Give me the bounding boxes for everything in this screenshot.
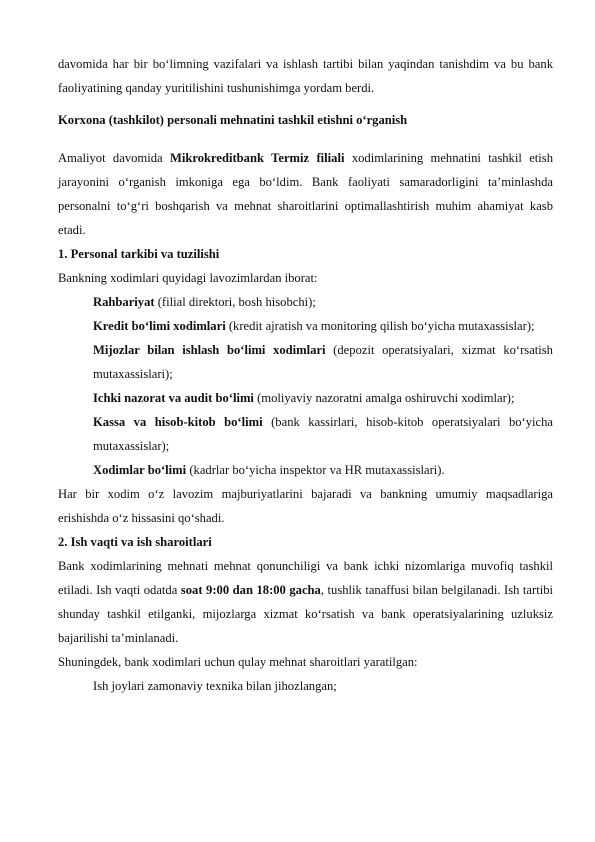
list-item-text: (kredit ajratish va monitoring qilish bo‘yicha mutaxassislar); — [225, 319, 535, 333]
branch-name: Mikrokreditbank Termiz filiali — [169, 151, 345, 165]
list-item-title: Kredit bo‘limi xodimlari — [93, 319, 226, 333]
list-item-text: (filial direktori, bosh hisobchi); — [154, 295, 316, 309]
list-item-title: Kassa va hisob-kitob bo‘limi — [93, 415, 263, 429]
list-item-text: (moliyaviy nazoratni amalga oshiruvchi xodimlar); — [253, 391, 515, 405]
heading-work-time: 2. Ish vaqti va ish sharoitlari — [58, 535, 212, 549]
section-title: Korxona (tashkilot) personali mehnatini tashkil etishni o‘rganish — [58, 113, 408, 127]
conditions-intro: Shuningdek, bank xodimlari uchun qulay mehnat sharoitlari yaratilgan: — [58, 655, 418, 669]
list-item — [58, 314, 553, 338]
list-item-title: Xodimlar bo‘limi — [93, 463, 187, 477]
document-page — [58, 52, 553, 698]
work-hours: soat 9:00 dan 18:00 gacha — [180, 583, 321, 597]
list-item — [58, 458, 553, 482]
heading-staff-structure: 1. Personal tarkibi va tuzilishi — [58, 247, 220, 261]
list-item — [58, 338, 553, 386]
para1-start: Amaliyot davomida — [58, 151, 170, 165]
intro-paragraph: davomida har bir bo‘limning vazifalari va ishlash tartibi bilan yaqindan tanishdim va bu bank faoliyatining qanday yuritilishini tushunishimga yordam berdi. — [58, 57, 553, 95]
list-item-text: (depozit operatsiyalari, xizmat ko‘rsatish mutaxassislari); — [93, 343, 553, 381]
intro-practice-paragraph — [58, 146, 553, 242]
list-item-text: (kadrlar bo‘yicha inspektor va HR mutaxassislari). — [186, 463, 445, 477]
list-item — [58, 386, 553, 410]
staff-list-intro: Bankning xodimlari quyidagi lavozimlardan iborat: — [58, 271, 318, 285]
staff-duties-paragraph: Har bir xodim o‘z lavozim majburiyatlarini bajaradi va bankning umumiy maqsadlariga erishishda o‘z hissasini qo‘shadi. — [58, 487, 553, 525]
list-item: Ish joylari zamonaviy texnika bilan jihozlangan; — [93, 679, 337, 693]
list-item-title: Ichki nazorat va audit bo‘limi — [93, 391, 254, 405]
list-item-text: (bank kassirlari, hisob-kitob operatsiyalari bo‘yicha mutaxassislar); — [93, 415, 553, 453]
list-item-title: Rahbariyat — [93, 295, 155, 309]
para3-rest: , tushlik tanaffusi bilan belgilanadi. Ish tartibi shunday tashkil etilganki, mijozlarga xizmat ko‘rsatish va bank operatsiyalarining uzluksiz bajarilishi ta’minlanadi. — [58, 583, 553, 645]
work-time-paragraph — [58, 554, 553, 650]
para3-start: Bank xodimlarining mehnati mehnat qonunchiligi va bank ichki nizomlariga muvofiq tashkil etiladi. Ish vaqti odatda — [58, 559, 553, 597]
list-item — [58, 290, 553, 314]
para1-rest: xodimlarining mehnatini tashkil etish jarayonini o‘rganish imkoniga ega bo‘ldim. Bank faoliyati samaradorligini ta’minlashda personalni to‘g‘ri boshqarish va mehnat sharoitlarini optimallashtirish muhim ahamiyat kasb etadi. — [58, 151, 553, 237]
list-item-title: Mijozlar bilan ishlash bo‘limi xodimlari — [93, 343, 326, 357]
list-item — [58, 410, 553, 458]
